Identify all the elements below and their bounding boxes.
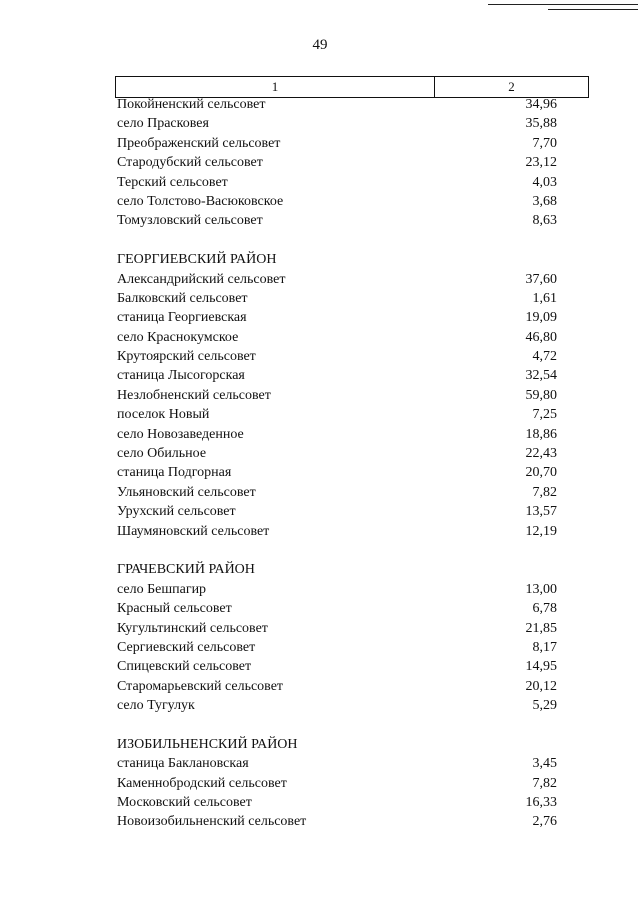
settlement-name: Томузловский сельсовет (117, 213, 263, 229)
settlement-value: 23,12 (525, 155, 557, 171)
settlement-name: Стародубский сельсовет (117, 155, 263, 171)
settlement-value: 12,19 (525, 523, 557, 539)
document-body (117, 95, 557, 832)
table-row (117, 696, 557, 715)
table-header-col1: 1 (116, 77, 435, 97)
settlement-name: Балковский сельсовет (117, 290, 248, 306)
settlement-value: 34,96 (525, 97, 557, 112)
table-row (117, 153, 557, 172)
settlement-value: 13,00 (525, 581, 557, 597)
table-row (117, 463, 557, 482)
table-row (117, 522, 557, 541)
table-row (117, 328, 557, 347)
settlement-value: 7,82 (532, 484, 557, 500)
settlement-name: станица Баклановская (117, 756, 249, 772)
settlement-name: Незлобненский сельсовет (117, 387, 271, 403)
settlement-name: Преображенский сельсовет (117, 135, 281, 151)
settlement-value: 16,33 (525, 795, 557, 811)
settlement-name: село Новозаведенное (117, 426, 244, 442)
table-row (117, 638, 557, 657)
table-row (117, 774, 557, 793)
settlement-name: Александрийский сельсовет (117, 271, 286, 287)
settlement-name: Красный сельсовет (117, 601, 232, 617)
corner-decoration-line (548, 9, 638, 10)
page-number: 49 (312, 37, 328, 53)
settlement-name: Новоизобильненский сельсовет (117, 814, 307, 830)
settlement-name: Терский сельсовет (117, 174, 228, 190)
table-row (117, 483, 557, 502)
settlement-value: 2,76 (532, 814, 557, 830)
settlement-value: 4,03 (532, 174, 557, 190)
settlement-value: 37,60 (525, 271, 557, 287)
settlement-value: 46,80 (525, 329, 557, 345)
settlement-name: село Краснокумское (117, 329, 239, 345)
settlement-name: Сергиевский сельсовет (117, 639, 256, 655)
table-row (117, 134, 557, 153)
table-row (117, 619, 557, 638)
settlement-value: 35,88 (525, 116, 557, 132)
table-row (117, 366, 557, 385)
table-row (117, 812, 557, 831)
district-heading: ГЕОРГИЕВСКИЙ РАЙОН (117, 252, 277, 268)
settlement-value: 22,43 (525, 446, 557, 462)
settlement-name: Московский сельсовет (117, 795, 252, 811)
settlement-name: Крутоярский сельсовет (117, 349, 256, 365)
table-row (117, 192, 557, 211)
settlement-value: 1,61 (532, 290, 557, 306)
settlement-value: 3,68 (532, 193, 557, 209)
table-row (117, 793, 557, 812)
table-row (117, 502, 557, 521)
settlement-value: 8,17 (532, 639, 557, 655)
table-row (117, 211, 557, 230)
settlement-value: 18,86 (525, 426, 557, 442)
section-gap (117, 231, 557, 250)
table-row (117, 386, 557, 405)
settlement-value: 8,63 (532, 213, 557, 229)
settlement-value: 21,85 (525, 620, 557, 636)
settlement-name: Кугультинский сельсовет (117, 620, 268, 636)
settlement-value: 6,78 (532, 601, 557, 617)
settlement-value: 14,95 (525, 659, 557, 675)
district-heading: ИЗОБИЛЬНЕНСКИЙ РАЙОН (117, 736, 298, 752)
settlement-name: станица Лысогорская (117, 368, 245, 384)
section-gap (117, 716, 557, 735)
settlement-name: Старомарьевский сельсовет (117, 678, 284, 694)
settlement-value: 5,29 (532, 698, 557, 714)
table-row (117, 599, 557, 618)
settlement-value: 7,70 (532, 135, 557, 151)
settlement-value: 3,45 (532, 756, 557, 772)
settlement-name: Спицевский сельсовет (117, 659, 252, 675)
table-row (117, 677, 557, 696)
settlement-name: село Толстово-Васюковское (117, 193, 284, 209)
settlement-name: станица Подгорная (117, 465, 232, 481)
settlement-name: Ульяновский сельсовет (117, 484, 256, 500)
settlement-name: станица Георгиевская (117, 310, 247, 326)
settlement-name: село Тугулук (117, 698, 195, 714)
table-row (117, 289, 557, 308)
settlement-name: Покойненский сельсовет (117, 97, 266, 112)
settlement-name: Шаумяновский сельсовет (117, 523, 270, 539)
settlement-value: 4,72 (532, 349, 557, 365)
settlement-value: 32,54 (525, 368, 557, 384)
table-row (117, 580, 557, 599)
table-row (117, 270, 557, 289)
table-row (117, 173, 557, 192)
table-row (117, 308, 557, 327)
table-row (117, 114, 557, 133)
settlement-value: 20,70 (525, 465, 557, 481)
settlement-name: село Бешпагир (117, 581, 207, 597)
table-row (117, 754, 557, 773)
settlement-name: Каменнобродский сельсовет (117, 775, 287, 791)
settlement-value: 13,57 (525, 504, 557, 520)
settlement-name: село Обильное (117, 446, 207, 462)
settlement-value: 19,09 (525, 310, 557, 326)
district-heading: ГРАЧЕВСКИЙ РАЙОН (117, 562, 255, 578)
table-row (117, 95, 557, 114)
table-row (117, 347, 557, 366)
table-row (117, 657, 557, 676)
table-row (117, 444, 557, 463)
settlement-value: 20,12 (525, 678, 557, 694)
settlement-name: поселок Новый (117, 407, 210, 423)
table-row (117, 425, 557, 444)
settlement-name: Урухский сельсовет (117, 504, 236, 520)
settlement-value: 7,82 (532, 775, 557, 791)
corner-decoration-line (488, 4, 638, 5)
settlement-value: 59,80 (525, 387, 557, 403)
settlement-name: село Прасковея (117, 116, 209, 132)
table-row (117, 405, 557, 424)
section-gap (117, 541, 557, 560)
table-header-col2: 2 (508, 79, 515, 94)
settlement-value: 7,25 (532, 407, 557, 423)
